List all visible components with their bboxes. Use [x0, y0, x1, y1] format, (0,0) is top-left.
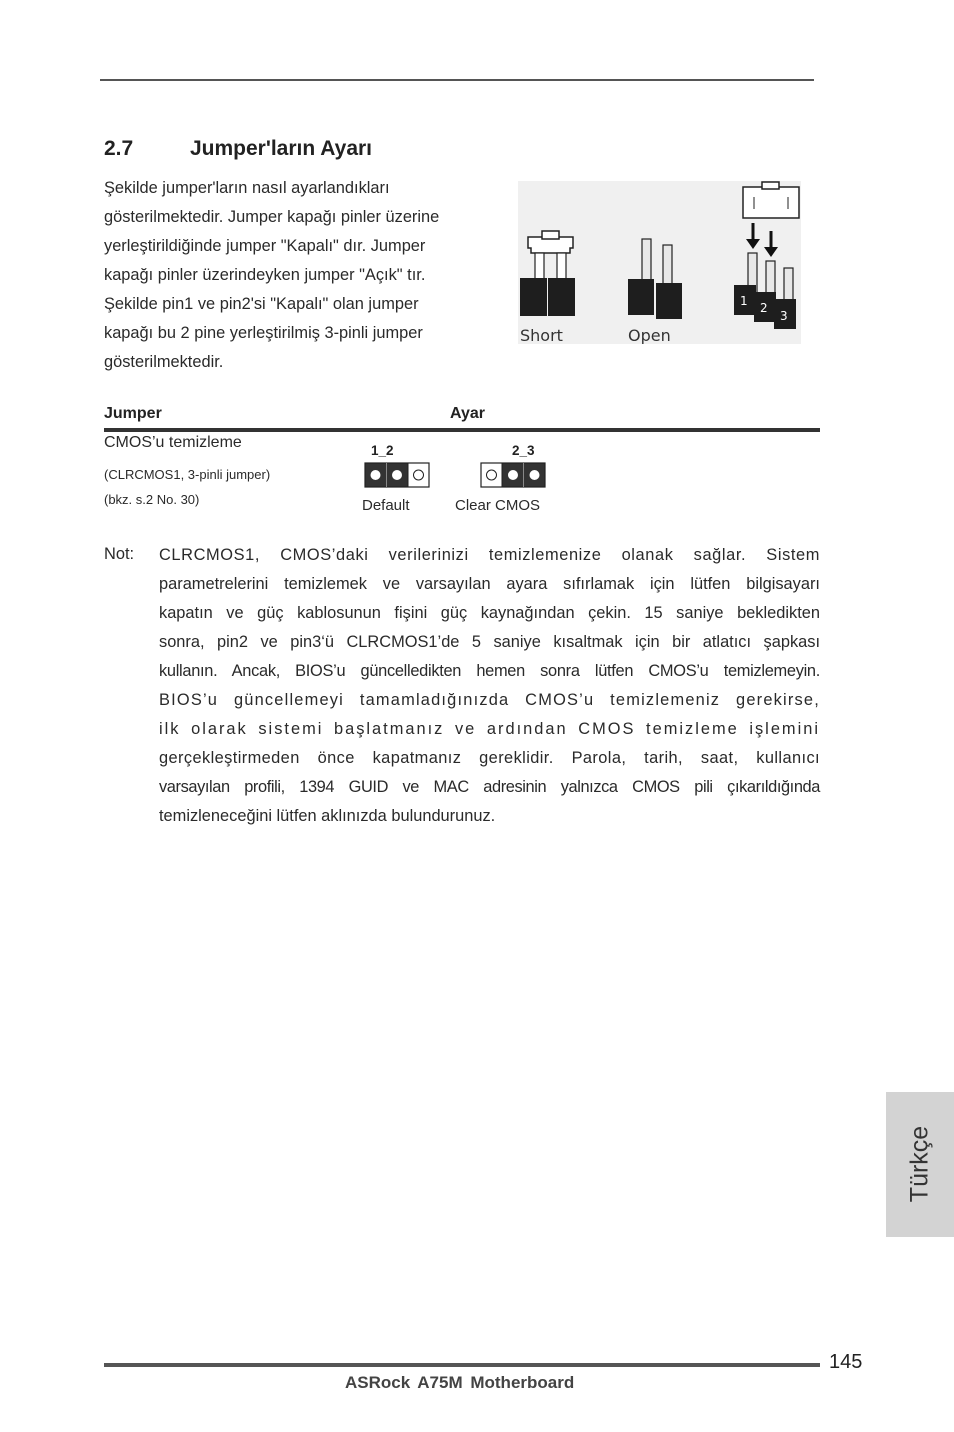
table-header-setting: Ayar: [450, 405, 485, 422]
short-jumper-graphic: [520, 231, 575, 316]
jumper-row-subtitle: (CLRCMOS1, 3-pinli jumper): [104, 467, 271, 482]
intro-line: yerleştirildiğinde jumper "Kapalı" dır. Jumper: [104, 237, 426, 255]
section-number: 2.7: [104, 137, 134, 160]
default-pins-label: 1_2: [371, 443, 394, 458]
intro-paragraph: [104, 174, 504, 377]
pin-number-label: 2: [760, 301, 768, 315]
note-line: BIOS’u güncellemeyi tamamladığınızda CMOS’u temizlemeniz gerekirse,: [159, 691, 820, 709]
pin-number-label: 1: [740, 294, 748, 308]
note-label: Not:: [104, 545, 135, 563]
note-line: kapatın ve güç kablosunun fişini güç kaynağından çekin. 15 saniye bekledikten: [159, 604, 820, 622]
language-side-tab: [886, 1092, 954, 1237]
page-number: 145: [829, 1351, 863, 1373]
clear-cmos-caption: Clear CMOS: [455, 497, 541, 514]
open-jumper-graphic: [628, 239, 682, 319]
intro-line: kapağı pinler üzerindeyken jumper "Açık" tır.: [104, 266, 426, 284]
section-title: Jumper'ların Ayarı: [190, 137, 373, 160]
note-line: ilk olarak sistemi başlatmanız ve ardından CMOS temizleme işlemini: [159, 720, 820, 738]
intro-line: Şekilde jumper'ların nasıl ayarlandıkları: [104, 179, 390, 197]
intro-line: gösterilmektedir.: [104, 353, 224, 371]
jumper-illustration-svg: [518, 181, 801, 344]
top-rule: [100, 79, 814, 81]
intro-line: kapağı bu 2 pine yerleştirilmiş 3-pinli jumper: [104, 324, 423, 342]
clear-pins-label: 2_3: [512, 443, 535, 458]
language-side-tab-label: Türkçe: [905, 1125, 934, 1203]
footer-rule: [104, 1363, 820, 1367]
open-label: Open: [628, 326, 671, 344]
note-line: sonra, pin2 ve pin3‘ü CLRCMOS1’de 5 saniye kısaltmak için bir atlatıcı şapkası: [159, 633, 820, 651]
default-caption: Default: [362, 497, 410, 514]
jumper-row-reference: (bkz. s.2 No. 30): [104, 492, 200, 507]
note-line: parametrelerini temizlemek ve varsayılan ayara sıfırlamak için lütfen bilgisayarı: [159, 575, 820, 593]
note-paragraph: [159, 541, 820, 831]
clear-cmos-pin-diagram: [480, 462, 546, 488]
table-header-rule: [104, 428, 820, 432]
note-line: temizleneceğini lütfen aklınızda bulundurunuz.: [159, 807, 496, 825]
intro-line: Şekilde pin1 ve pin2'si "Kapalı" olan jumper: [104, 295, 419, 313]
note-line: kullanın. Ancak, BIOS’u güncelledikten hemen sonra lütfen CMOS’u temizlemeyin.: [159, 662, 820, 680]
default-pin-diagram: [364, 462, 430, 488]
short-label: Short: [520, 326, 563, 344]
note-line: varsayılan profili, 1394 GUID ve MAC adresinin yalnızca CMOS pili çıkarıldığında: [159, 778, 820, 796]
note-line: gerçekleştirmeden önce kapatmanız gereklidir. Parola, tarih, saat, kullanıcı: [159, 749, 820, 767]
intro-line: gösterilmektedir. Jumper kapağı pinler üzerine: [104, 208, 440, 226]
pin-number-label: 3: [780, 309, 788, 323]
note-line: CLRCMOS1, CMOS’daki verilerinizi temizlemenize olanak sağlar. Sistem: [159, 546, 820, 564]
table-header-jumper: Jumper: [104, 405, 162, 422]
footer-product-name: ASRock A75M Motherboard: [345, 1373, 575, 1392]
jumper-illustration: [518, 181, 801, 344]
jumper-row-name: CMOS’u temizleme: [104, 434, 242, 451]
